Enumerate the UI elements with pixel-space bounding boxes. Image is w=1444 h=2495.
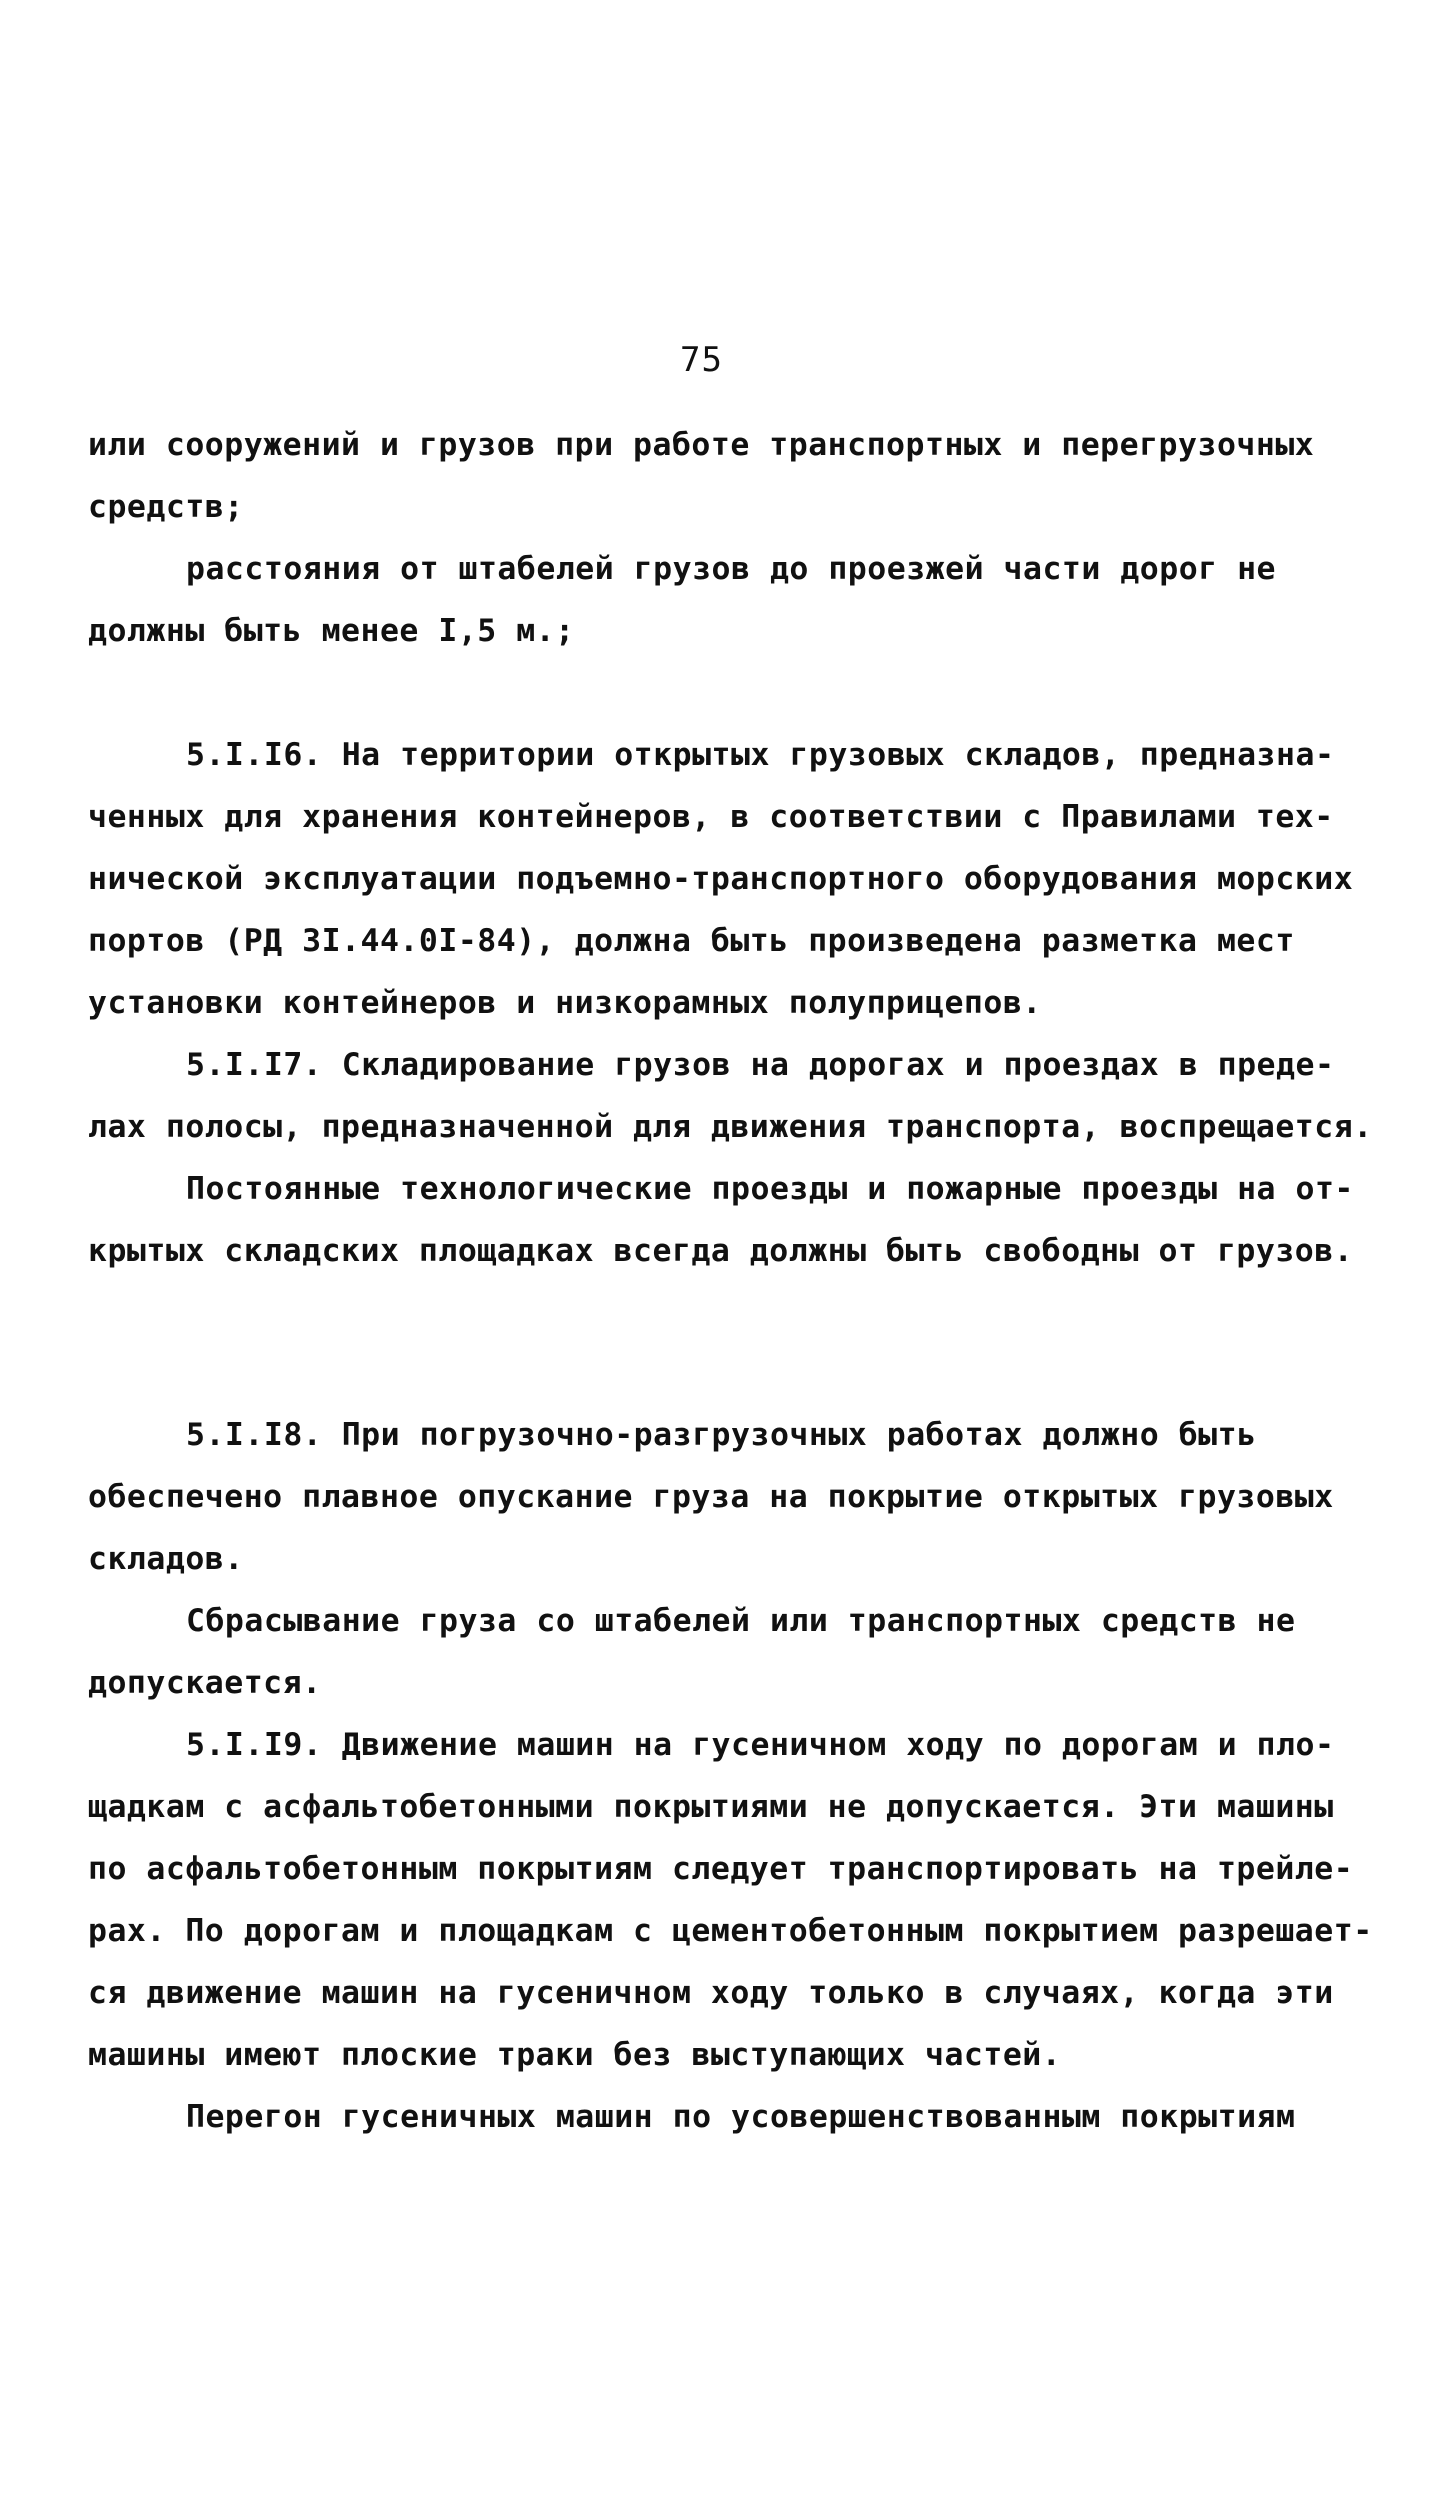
text-line: нической эксплуатации подъемно-транспортного оборудования морских	[88, 861, 1354, 897]
text-line: средств;	[88, 489, 244, 525]
text-line: портов (РД 3I.44.0I-84), должна быть произведена разметка мест	[88, 923, 1295, 959]
text-line: 5.I.I9. Движение машин на гусеничном ходу по дорогам и пло-	[186, 1727, 1335, 1763]
page-number: 75	[680, 340, 723, 380]
text-line: по асфальтобетонным покрытиям следует транспортировать на трейле-	[88, 1851, 1354, 1887]
text-line: должны быть менее I,5 м.;	[88, 613, 575, 649]
text-line: ченных для хранения контейнеров, в соответствии с Правилами тех-	[88, 799, 1334, 835]
text-line: Сбрасывание груза со штабелей или транспортных средств не	[186, 1603, 1296, 1639]
text-line: щадкам с асфальтобетонными покрытиями не допускается. Эти машины	[88, 1789, 1334, 1825]
text-line: лах полосы, предназначенной для движения транспорта, воспрещается.	[88, 1109, 1373, 1145]
text-line: 5.I.I8. При погрузочно-разгрузочных работах должно быть	[186, 1417, 1257, 1453]
text-line: установки контейнеров и низкорамных полуприцепов.	[88, 985, 1042, 1021]
text-line: или сооружений и грузов при работе транспортных и перегрузочных	[88, 427, 1315, 463]
text-line: допускается.	[88, 1665, 322, 1701]
text-line: крытых складских площадках всегда должны быть свободны от грузов.	[88, 1233, 1354, 1269]
text-line: Постоянные технологические проезды и пожарные проезды на от-	[186, 1171, 1354, 1207]
text-line: ся движение машин на гусеничном ходу только в случаях, когда эти	[88, 1975, 1334, 2011]
text-line: машины имеют плоские траки без выступающих частей.	[88, 2037, 1062, 2073]
text-line: рах. По дорогам и площадкам с цементобетонным покрытием разрешает-	[88, 1913, 1373, 1949]
text-line: расстояния от штабелей грузов до проезжей части дорог не	[186, 551, 1277, 587]
text-line: 5.I.I7. Складирование грузов на дорогах и проездах в преде-	[186, 1047, 1335, 1083]
text-line: складов.	[88, 1541, 244, 1577]
text-line: обеспечено плавное опускание груза на покрытие открытых грузовых	[88, 1479, 1334, 1515]
text-line: Перегон гусеничных машин по усовершенствованным покрытиям	[186, 2099, 1296, 2135]
text-line: 5.I.I6. На территории открытых грузовых складов, предназна-	[186, 737, 1335, 773]
